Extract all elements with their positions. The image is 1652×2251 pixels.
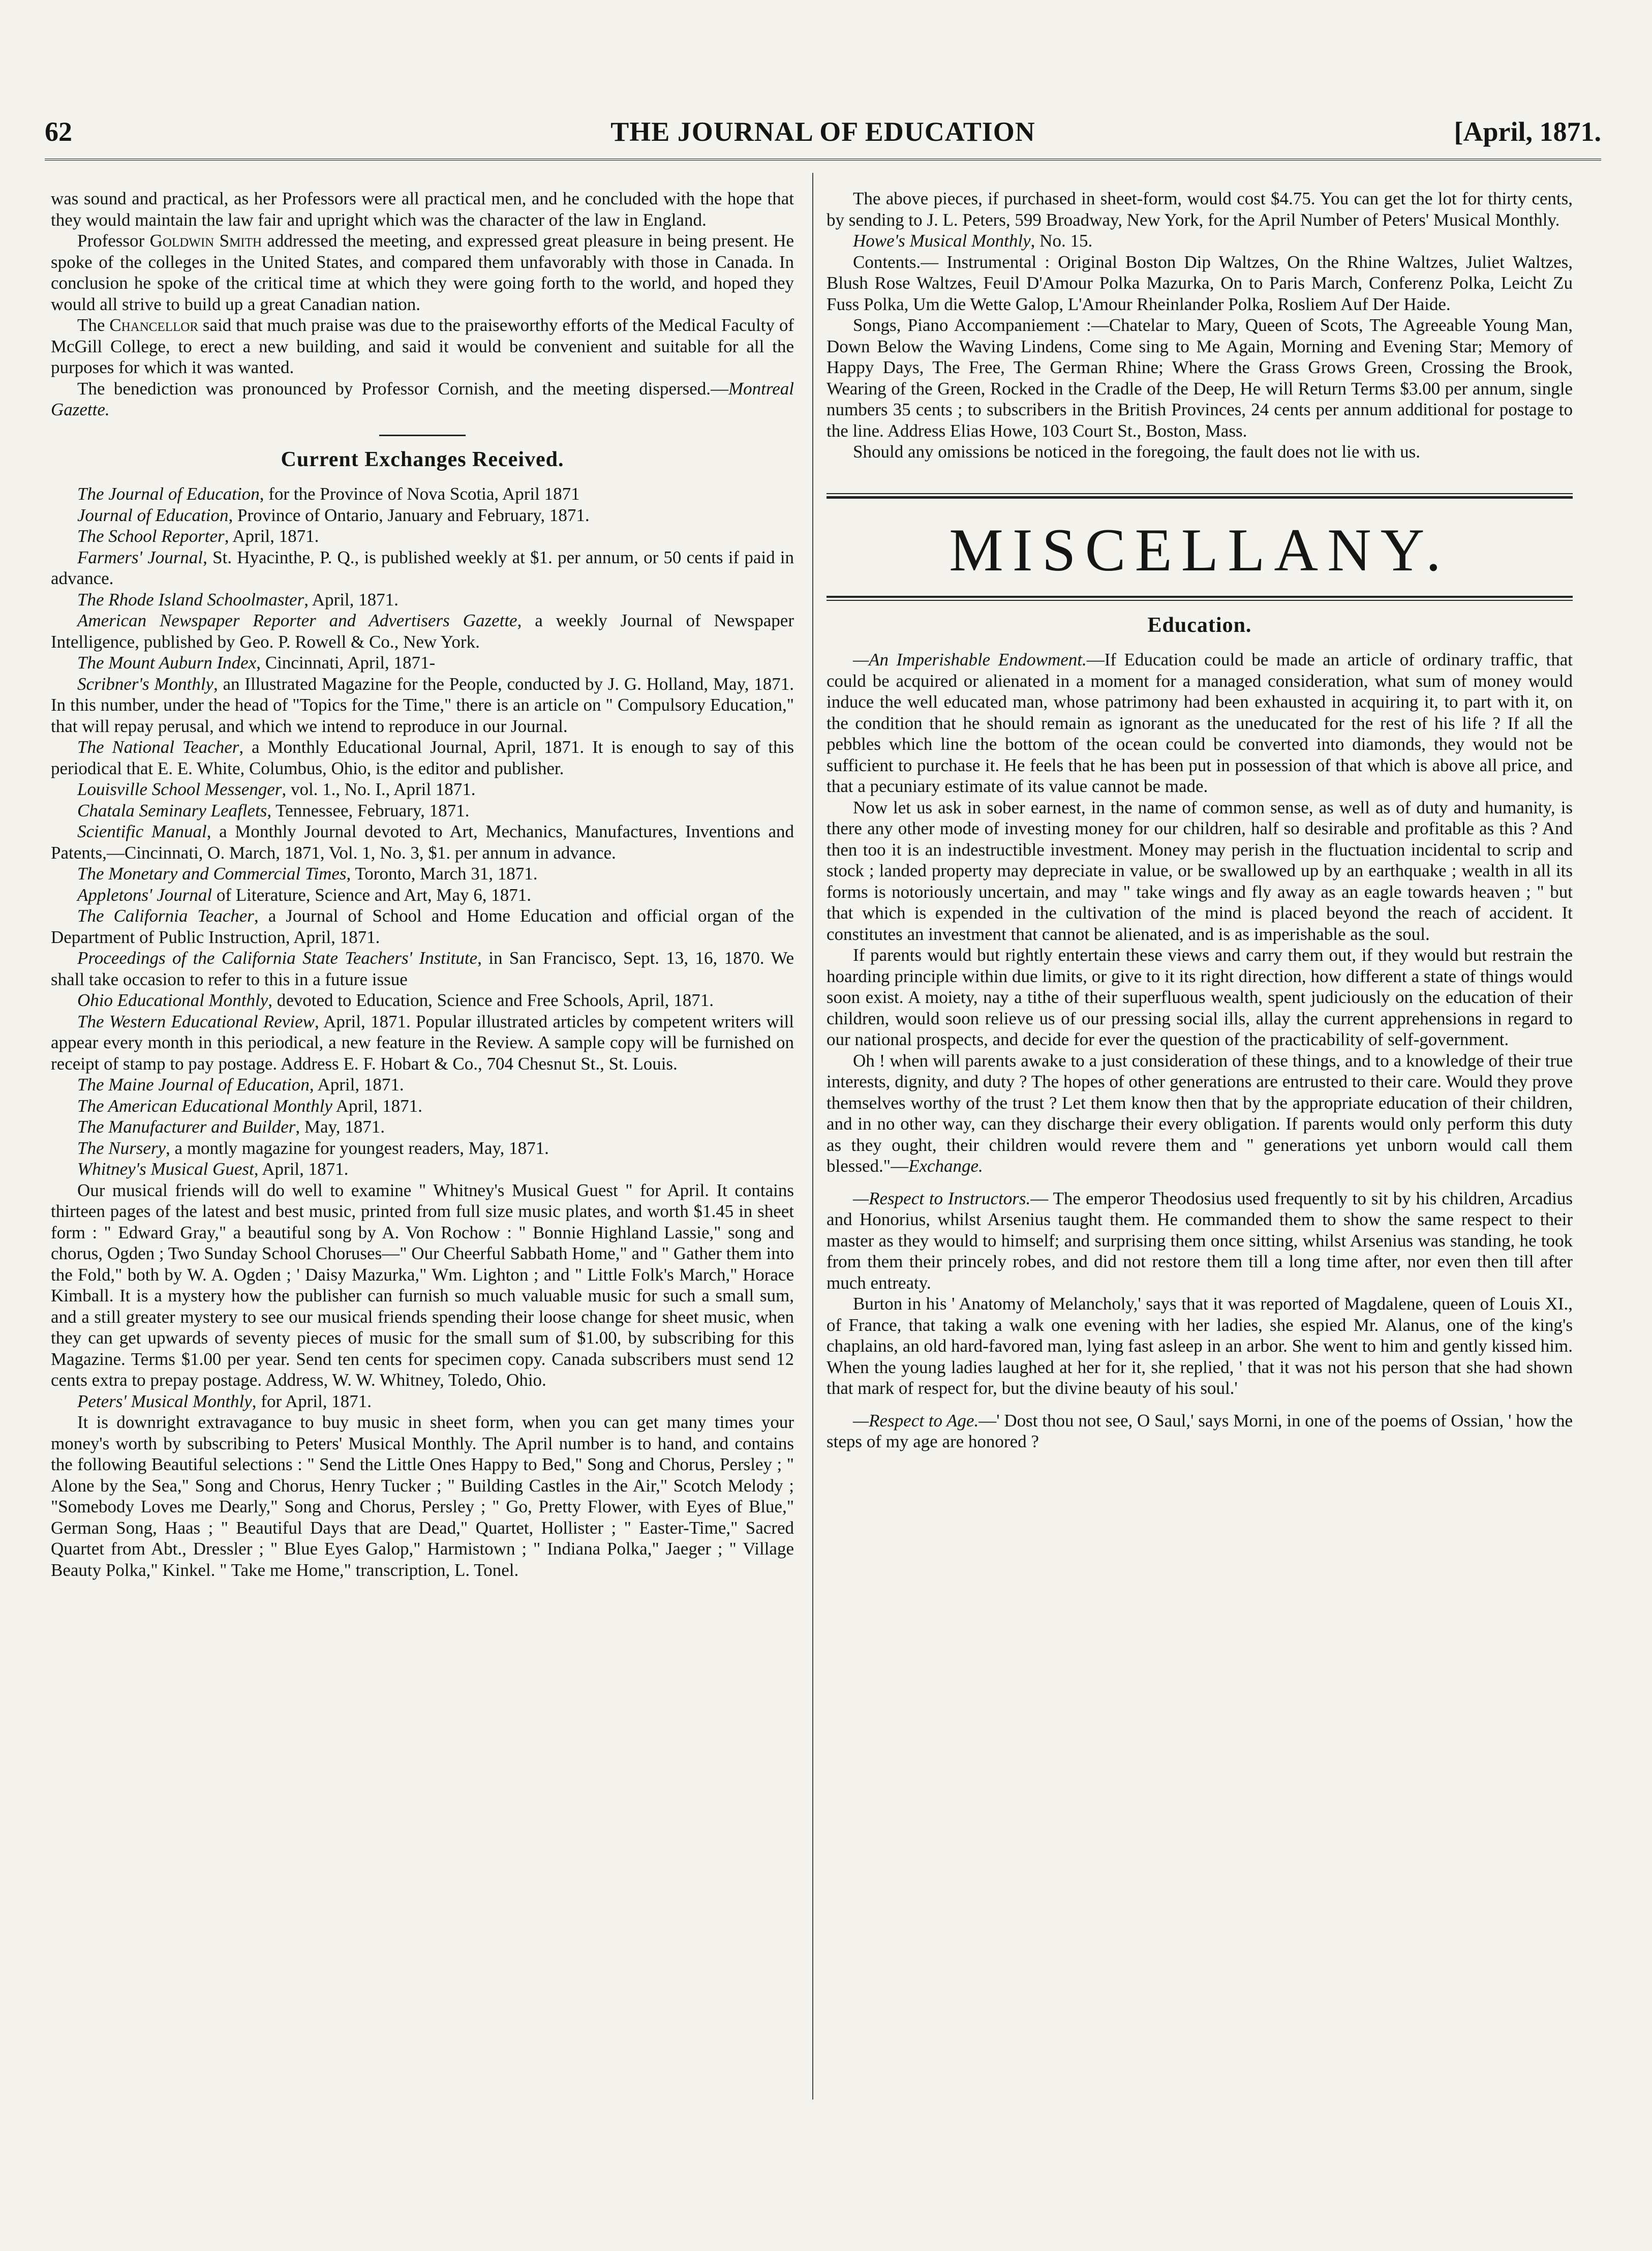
exchange-title: The California Teacher	[77, 906, 254, 926]
exchange-entry	[51, 905, 794, 948]
exchange-entry	[51, 779, 794, 800]
exchange-text: of Literature, Science and Art, May 6, 1871.	[212, 885, 531, 905]
exchange-text: , an Illustrated Magazine for the People, conducted by J. G. Holland, May, 1871. In this number, under the head of "Topics for the Time," there is an article on " Compulsory Education," that will repay perusal, and which we intend to reproduce in our Journal.	[51, 674, 794, 736]
awake-source: Exchange.	[908, 1156, 983, 1176]
whitney-paragraph: Our musical friends will do well to examine " Whitney's Musical Guest " for April. It contains thirteen pages of the latest and best music, printed from full size music plates, and worth $1.45 in sheet form : " Edward Gray," a beautiful song by A. Von Rochow : " Bonnie Highland Lassie," song and chorus, Ogden ; Two Sunday School Choruses—" Our Cheerful Sabbath Home," and " Gather them into the Fold," both by W. A. Ogden ; ' Daisy Mazurka," Wm. Lighton ; and " Little Folk's March," Horace Kimball. It is a mystery how the publisher can furnish so much valuable music for such a small sum, and a still greater mystery to see our musical friends spending their loose change for sheet music, when they can get upwards of seventy pieces of music for the small sum of $1.00, by subscribing for this Magazine. Terms $1.00 per year. Send ten cents for specimen copy. Canada subscribers must send 12 cents extra to prepay postage. Address, W. W. Whitney, Toledo, Ohio.	[51, 1180, 794, 1390]
contents-paragraph: Contents.— Instrumental : Original Boston Dip Waltzes, On the Rhine Waltzes, Juliet Waltzes, Blush Rose Waltzes, Feuil D'Amour Polka Mazurka, On to Paris March, Conferenz Polka, Leicht Zu Fuss Polka, Um die Wette Galop, L'Amour Rheinlander Polka, Rosliem Auf Der Haide.	[827, 252, 1573, 314]
miscellany-top-rule	[827, 492, 1573, 499]
exchange-title: The Western Educational Review	[77, 1011, 315, 1031]
smith-prefix: Professor	[77, 231, 150, 251]
exchange-entry	[51, 652, 794, 674]
running-head	[45, 116, 1601, 157]
chancellor-text: said that much praise was due to the praiseworthy efforts of the Medical Faculty of McGill College, to erect a new building, and said it would be convenient and suitable for all the purposes for which it was wanted.	[51, 315, 794, 377]
omissions-paragraph: Should any omissions be noticed in the foregoing, the fault does not lie with us.	[853, 442, 1420, 462]
exchange-title: The Monetary and Commercial Times	[77, 864, 347, 884]
journal-title: THE JOURNAL OF EDUCATION	[610, 116, 1035, 147]
exchange-entry	[51, 863, 794, 885]
age-paragraph	[827, 1410, 1573, 1452]
exchange-text: , Cincinnati, April, 1871-	[256, 653, 436, 673]
exchange-title: Chatala Seminary Leaflets	[77, 800, 267, 820]
endowment-text: —If Education could be made an article of ordinary traffic, that could be acquired or alienated in a moment for a managed consideration, what sum of money would induce the well educated man, whose patrimony had been exhausted in acquiring it, to part with it, on the condition that he should remain as ignorant as the uneducated for the rest of his life ? If all the pebbles which line the bottom of the ocean could be converted into diamonds, they would not be sufficient to purchase it. He feels that he has been put in possession of that which is above all price, and that a pecuniary estimate of its value cannot be made.	[827, 650, 1573, 796]
miscellany-heading: MISCELLANY.	[949, 515, 1450, 584]
peters-title-text: , for April, 1871.	[252, 1391, 372, 1411]
smith-text: addressed the meeting, and expressed great pleasure in being present. He spoke of the colleges in the United States, and compared them unfavorably with those in Canada. In conclusion he spoke of the critical time at which they were going forth to the world, and hoped they would all strive to build up a great Canadian nation.	[51, 231, 794, 314]
howe-entry	[827, 230, 1573, 252]
chancellor-name: Chancellor	[109, 315, 198, 335]
exchange-text: , April, 1871.	[224, 526, 319, 546]
exchange-entry	[51, 1159, 794, 1180]
exchange-entry	[51, 483, 794, 505]
right-column	[827, 188, 1573, 1452]
exchange-title: Journal of Education	[77, 505, 229, 525]
awake-paragraph	[827, 1050, 1573, 1177]
issue-date: [April, 1871.	[1454, 116, 1601, 147]
exchange-entry	[51, 990, 794, 1011]
exchange-text: , April, 1871.	[309, 1075, 404, 1094]
education-heading: Education.	[1147, 613, 1252, 637]
exchange-entry	[51, 1116, 794, 1138]
songs-paragraph: Songs, Piano Accompaniement :—Chatelar to Mary, Queen of Scots, The Agreeable Young Man, Down Below the Waving Lindens, Come sing to Me Again, Morning and Evening Star; Memory of Happy Days, The Free, The German Rhine; Where the Grass Grows Green, Crossing the Brook, Wearing of the Green, Rocked in the Cradle of the Deep, He will Return Terms $3.00 per annum, single numbers 35 cents ; to subscribers in the British Provinces, 24 cents per annum additional for postage to the line. Address Elias Howe, 103 Court St., Boston, Mass.	[827, 315, 1573, 441]
exchange-entry	[51, 589, 794, 611]
pieces-paragraph: The above pieces, if purchased in sheet-form, would cost $4.75. You can get the lot for thirty cents, by sending to J. L. Peters, 599 Broadway, New York, for the April Number of Peters' Musical Monthly.	[827, 189, 1573, 230]
exchange-entry	[51, 1074, 794, 1096]
exchange-entry	[51, 1138, 794, 1159]
exchange-title: The Rhode Island Schoolmaster	[77, 589, 304, 610]
exchange-text: , a Monthly Educational Journal, April, 1871. It is enough to say of this periodical that E. E. White, Columbus, Ohio, is the editor and publisher.	[51, 737, 794, 778]
exchange-text: , in San Francisco, Sept. 13, 16, 1870. We shall take occasion to refer to this in a future issue	[51, 948, 794, 989]
exchange-entry	[51, 800, 794, 822]
instructors-title: —Respect to Instructors.	[853, 1188, 1031, 1208]
exchange-title: The Mount Auburn Index	[77, 653, 257, 673]
benediction-paragraph	[51, 378, 794, 420]
opening-paragraph: was sound and practical, as her Professors were all practical men, and he concluded with the hope that they would maintain the law fair and upright which was the character of the law in England.	[51, 189, 794, 230]
exchange-text: , vol. 1., No. I., April 1871.	[282, 779, 476, 799]
section-rule	[379, 435, 466, 436]
smith-name: Goldwin Smith	[149, 231, 262, 251]
exchange-title: Appletons' Journal	[77, 885, 212, 905]
exchange-text: , a Monthly Journal devoted to Art, Mechanics, Manufactures, Inventions and Patents,—Cincinnati, O. March, 1871, Vol. 1, No. 3, $1. per annum in advance.	[51, 822, 794, 863]
age-text: —' Dost thou not see, O Saul,' says Morni, in one of the poems of Ossian, ' how the steps of my age are honored ?	[827, 1410, 1573, 1451]
exchange-title: American Newspaper Reporter and Advertisers Gazette	[77, 611, 517, 630]
exchange-title: Whitney's Musical Guest	[77, 1159, 254, 1179]
awake-text: Oh ! when will parents awake to a just consideration of these things, and to a knowledge of their true interests, dignity, and duty ? The hopes of other generations are entrusted to their care. Would they prove themselves worthy of the trust ? Let them know then that by the appropriate education of their children, and in no other way, can they discharge their every obligation. If parents would only perform this duty as they ought, their children would revere them and " generations yet unborn would call them blessed."—	[827, 1050, 1573, 1176]
exchange-text: , a montly magazine for youngest readers, May, 1871.	[166, 1138, 549, 1158]
exchange-text: , April, 1871.	[304, 589, 399, 610]
burton-paragraph: Burton in his ' Anatomy of Melancholy,' says that it was reported of Magdalene, queen of Louis XI., of France, that taking a walk one evening with her ladies, she espied Mr. Alanus, one of the king's chaplains, an old hard-favored man, lying fast asleep in an arbor. She went to him and gently kissed him. When the young ladies laughed at her for it, she replied, ' that it was not his person that she had shown that mark of respect for, but the divine beauty of his soul.'	[827, 1294, 1573, 1398]
exchange-entry	[51, 610, 794, 652]
howe-title: Howe's Musical Monthly	[853, 231, 1031, 251]
exchange-text: , April, 1871.	[254, 1159, 349, 1179]
exchange-entry	[51, 948, 794, 990]
chancellor-paragraph	[51, 315, 794, 378]
exchange-entry	[51, 1011, 794, 1075]
exchange-entry	[51, 526, 794, 547]
exchange-title: Farmers' Journal	[77, 547, 203, 567]
benediction-source: Montreal Gazette.	[51, 378, 794, 419]
column-divider	[812, 173, 813, 2100]
exchanges-heading: Current Exchanges Received.	[281, 447, 564, 471]
exchange-text: , a weekly Journal of Newspaper Intelligence, published by Geo. P. Rowell & Co., New York.	[51, 611, 794, 652]
exchange-text: , April, 1871. Popular illustrated articles by competent writers will appear every month in this periodical, a new feature in the Review. A sample copy will be furnished on receipt of stamp to pay postage. Address E. F. Hobart & Co., 704 Chesnut St., St. Louis.	[51, 1011, 794, 1074]
exchange-title: Proceedings of the California State Teachers' Institute	[77, 948, 478, 968]
smith-paragraph	[51, 230, 794, 315]
exchange-entry	[51, 674, 794, 737]
exchange-text: , May, 1871.	[295, 1117, 385, 1137]
chancellor-prefix: The	[77, 315, 110, 335]
exchange-title: Louisville School Messenger	[77, 779, 282, 799]
exchange-title: The National Teacher	[77, 737, 239, 757]
exchange-entry	[51, 547, 794, 589]
exchange-text: April, 1871.	[332, 1096, 422, 1116]
exchange-text: , devoted to Education, Science and Free Schools, April, 1871.	[268, 990, 714, 1010]
exchange-entry	[51, 505, 794, 526]
earnest-paragraph: Now let us ask in sober earnest, in the name of common sense, as well as of duty and humanity, is there any other mode of investing money for our children, half so desirable and profitable as this ? And then too it is an indestructible investment. Money may perish in the fluctuation incidental to scrip and stock ; landed property may depreciate in value, or be swallowed up by an earthquake ; wealth in all its forms is notoriously uncertain, and may " take wings and fly away as an eagle towards heaven ; " but that which is expended in the cultivation of the mind is placed beyond the reach of accident. It constitutes an investment that cannot be alienated, and is as imperishable as the soul.	[827, 797, 1573, 944]
exchange-title: Scribner's Monthly	[77, 674, 214, 694]
instructors-paragraph	[827, 1188, 1573, 1294]
page-number: 62	[45, 116, 72, 147]
peters-entry	[51, 1391, 794, 1412]
exchange-entry	[51, 885, 794, 906]
left-column	[51, 188, 794, 1580]
peters-paragraph: It is downright extravagance to buy music in sheet form, when you can get many times your money's worth by subscribing to Peters' Musical Monthly. The April number is to hand, and contains the following Beautiful selections : " Send the Little Ones Happy to Bed," Song and Chorus, Persley ; " Alone by the Sea," Song and Chorus, Henry Tucker ; " Building Castles in the Air," Scotch Melody ; "Somebody Loves me Dearly," Song and Chorus, Persley ; " Go, Pretty Flower, with Eyes of Blue," German Song, Haas ; " Beautiful Days that are Dead," Quartet, Hollister ; " Easter-Time," Sacred Quartet from Abt., Dressler ; " Blue Eyes Galop," Harmistown ; " Indiana Polka," Jaeger ; " Village Beauty Polka," Kinkel. " Take me Home," transcription, L. Tonel.	[51, 1412, 794, 1580]
exchange-text: , a Journal of School and Home Education and official organ of the Department of Public Instruction, April, 1871.	[51, 906, 794, 947]
exchange-title: Ohio Educational Monthly	[77, 990, 268, 1010]
exchange-title: The Journal of Education	[77, 484, 260, 504]
exchange-title: The Maine Journal of Education	[77, 1075, 310, 1094]
exchange-text: , Tennessee, February, 1871.	[267, 800, 470, 820]
exchange-title: The American Educational Monthly	[77, 1096, 332, 1116]
howe-text: , No. 15.	[1030, 231, 1093, 251]
exchange-entry	[51, 1096, 794, 1117]
parents-paragraph: If parents would but rightly entertain these views and carry them out, if they would but restrain the hoarding principle within due limits, or give to it its right direction, how different a state of things would soon exist. A moiety, nay a tithe of their superfluous wealth, spent judiciously on the education of their children, would soon relieve us of our pressing social ills, allay the current apprehensions in regard to our national prospects, and decide for ever the question of the practicability of self-government.	[827, 945, 1573, 1049]
exchange-text: , Toronto, March 31, 1871.	[346, 864, 538, 884]
exchange-text: , Province of Ontario, January and February, 1871.	[228, 505, 590, 525]
exchange-entry	[51, 737, 794, 779]
age-title: —Respect to Age.	[853, 1410, 979, 1431]
exchange-title: The Manufacturer and Builder	[77, 1117, 296, 1137]
endowment-title: —An Imperishable Endowment.	[853, 650, 1087, 670]
exchange-list	[51, 483, 794, 1180]
exchange-text: , St. Hyacinthe, P. Q., is published weekly at $1. per annum, or 50 cents if paid in advance.	[51, 547, 794, 588]
miscellany-bottom-rule	[827, 596, 1573, 602]
header-rule	[45, 159, 1601, 161]
exchange-title: The School Reporter	[77, 526, 225, 546]
instructors-text: — The emperor Theodosius used frequently to sit by his children, Arcadius and Honorius, whilst Arsenius taught them. He commanded them to show the same respect to their master as they would to himself; and surprising them once sitting, whilst Arsenius was standing, he took from them their princely robes, and did not restore them till a long time after, nor even then till after much entreaty.	[827, 1188, 1573, 1293]
peters-title: Peters' Musical Monthly	[77, 1391, 252, 1411]
exchange-text: , for the Province of Nova Scotia, April 1871	[259, 484, 580, 504]
exchange-entry	[51, 821, 794, 863]
exchange-title: Scientific Manual	[77, 822, 207, 841]
exchange-title: The Nursery	[77, 1138, 166, 1158]
benediction-text: The benediction was pronounced by Professor Cornish, and the meeting dispersed.—	[77, 378, 729, 399]
endowment-paragraph	[827, 649, 1573, 797]
